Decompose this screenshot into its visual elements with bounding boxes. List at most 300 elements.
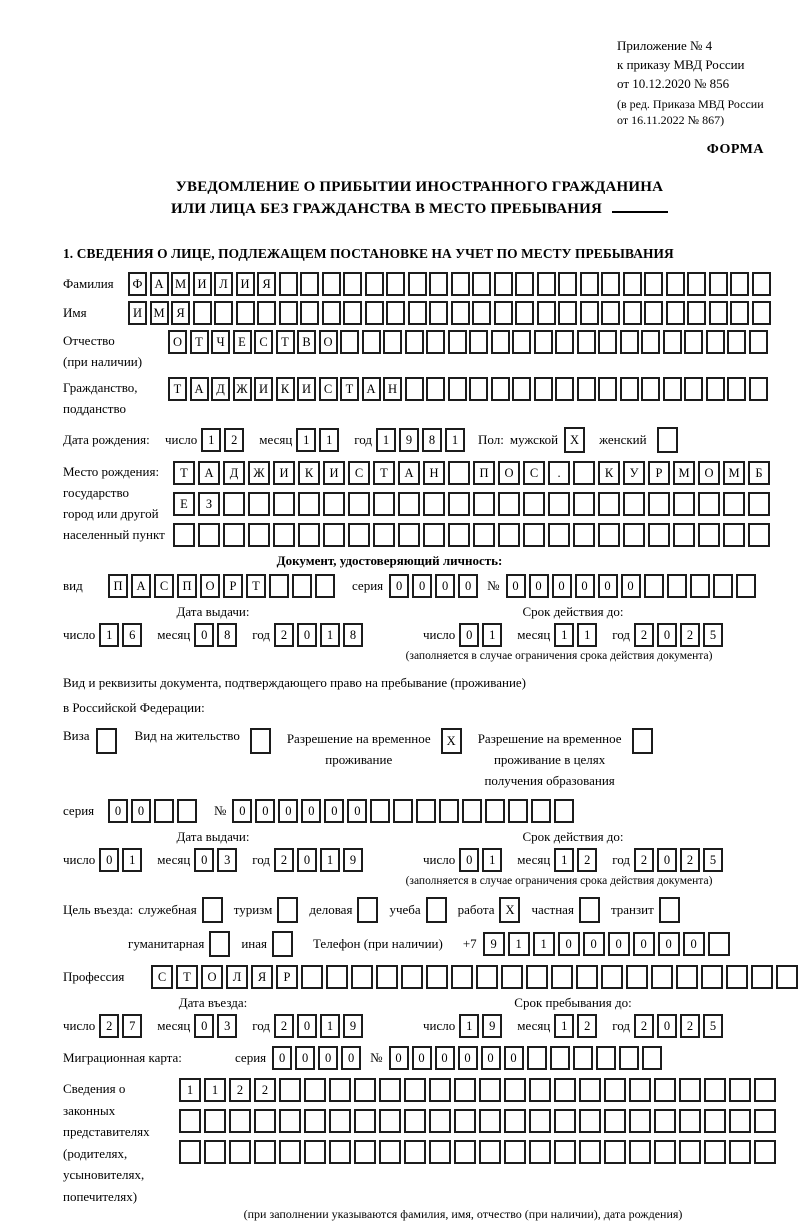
residence-doc-options	[63, 728, 776, 791]
entry-date-heading: Дата въезда:	[178, 995, 248, 1010]
char-box: 1	[320, 623, 340, 647]
char-box	[370, 799, 390, 823]
char-box: 0	[435, 1046, 455, 1070]
char-box	[416, 799, 436, 823]
phone-boxes	[483, 932, 733, 956]
char-box	[690, 574, 710, 598]
char-box: С	[254, 330, 273, 354]
sex-female-label: женский	[599, 432, 647, 447]
char-box: 0	[504, 1046, 524, 1070]
day-label: число	[423, 1018, 456, 1033]
year-label: год	[612, 627, 631, 642]
firstname-label: Имя	[63, 305, 87, 320]
char-box: 3	[217, 848, 237, 872]
char-box	[709, 272, 728, 296]
char-box	[623, 272, 642, 296]
char-box	[426, 377, 445, 401]
permit-issue-date	[63, 848, 403, 872]
char-box: 0	[598, 574, 618, 598]
char-box: 9	[483, 932, 505, 956]
char-box	[405, 377, 424, 401]
char-box	[512, 377, 531, 401]
firstname-boxes	[128, 301, 773, 325]
appendix-edition-line: (в ред. Приказа МВД России	[617, 97, 764, 111]
identity-doc-dates	[63, 604, 776, 647]
char-box: 0	[481, 1046, 501, 1070]
char-box	[279, 1109, 301, 1133]
char-box: 0	[506, 574, 526, 598]
form-title	[63, 176, 776, 220]
char-box	[508, 799, 528, 823]
purpose-transit-checkbox	[659, 897, 680, 923]
char-box	[657, 427, 678, 453]
doc-valid-col	[423, 604, 726, 647]
char-box	[408, 272, 427, 296]
char-box	[748, 492, 770, 516]
char-box: Т	[168, 377, 187, 401]
char-box: 0	[412, 574, 432, 598]
char-box: Н	[423, 461, 445, 485]
char-box	[579, 1140, 601, 1164]
char-box	[454, 1078, 476, 1102]
char-box	[555, 377, 574, 401]
char-box	[534, 377, 553, 401]
char-box	[257, 301, 276, 325]
char-box	[448, 492, 470, 516]
migration-number-boxes	[389, 1046, 665, 1070]
char-box	[448, 377, 467, 401]
char-box	[598, 492, 620, 516]
identity-doc-heading: Документ, удостоверяющий личность:	[276, 553, 503, 568]
char-box: Т	[373, 461, 395, 485]
char-box	[754, 1140, 776, 1164]
char-box: 8	[343, 623, 363, 647]
char-box: 1	[554, 1014, 574, 1038]
char-box: 0	[194, 1014, 214, 1038]
char-box	[573, 523, 595, 547]
purpose-work-label: работа	[457, 902, 495, 917]
forma-label: ФОРМА	[706, 142, 764, 157]
char-box	[730, 272, 749, 296]
char-box	[648, 492, 670, 516]
month-label: месяц	[517, 627, 551, 642]
doc-issue-date	[63, 623, 403, 647]
char-box	[198, 523, 220, 547]
char-box: Л	[214, 272, 233, 296]
char-box	[596, 1046, 616, 1070]
char-box	[641, 330, 660, 354]
char-box	[448, 461, 470, 485]
entry-year-boxes	[274, 1014, 366, 1038]
char-box	[354, 1078, 376, 1102]
char-box	[472, 272, 491, 296]
purpose-official-checkbox	[202, 897, 223, 923]
char-box: 0	[658, 932, 680, 956]
char-box	[554, 799, 574, 823]
char-box: 0	[232, 799, 252, 823]
char-box	[748, 523, 770, 547]
char-box	[379, 1109, 401, 1133]
char-box	[405, 330, 424, 354]
doc-issue-heading: Дата выдачи:	[176, 604, 250, 619]
birthdate-month-boxes	[296, 428, 342, 452]
char-box	[451, 301, 470, 325]
char-box: X	[499, 897, 520, 923]
char-box	[423, 492, 445, 516]
permit-valid-day-boxes	[459, 848, 505, 872]
citizenship-label-line2: подданство	[63, 401, 127, 416]
char-box	[451, 272, 470, 296]
char-box: 2	[680, 848, 700, 872]
char-box	[386, 301, 405, 325]
char-box: 5	[703, 1014, 723, 1038]
char-box: Л	[226, 965, 248, 989]
char-box	[236, 301, 255, 325]
char-box	[632, 728, 653, 754]
char-box	[706, 377, 725, 401]
char-box	[179, 1109, 201, 1133]
char-box: Т	[246, 574, 266, 598]
purpose-business-checkbox	[357, 897, 378, 923]
char-box: О	[168, 330, 187, 354]
char-box	[348, 492, 370, 516]
profession-boxes	[151, 965, 800, 989]
char-box: Ч	[211, 330, 230, 354]
char-box	[429, 1078, 451, 1102]
title-underline	[612, 211, 668, 213]
char-box: Я	[171, 301, 190, 325]
char-box	[401, 965, 423, 989]
birthplace-label-line3: город или другой	[63, 506, 159, 521]
permit-issue-year-boxes	[274, 848, 366, 872]
char-box: 0	[657, 623, 677, 647]
birthplace-row2-boxes	[173, 492, 773, 516]
migration-card-label: Миграционная карта:	[63, 1050, 182, 1065]
char-box: 0	[99, 848, 119, 872]
char-box	[351, 965, 373, 989]
char-box: Д	[223, 461, 245, 485]
char-box	[684, 377, 703, 401]
edu-residence-checkbox	[632, 728, 653, 754]
char-box	[365, 301, 384, 325]
char-box	[323, 492, 345, 516]
char-box	[529, 1078, 551, 1102]
char-box	[654, 1078, 676, 1102]
phone-prefix: +7	[462, 936, 477, 951]
char-box	[214, 301, 233, 325]
char-box	[173, 523, 195, 547]
surname-boxes	[128, 272, 773, 296]
char-box: 0	[657, 848, 677, 872]
char-box: 5	[703, 623, 723, 647]
day-label: число	[63, 1018, 96, 1033]
char-box	[554, 1078, 576, 1102]
char-box	[749, 330, 768, 354]
char-box: 9	[482, 1014, 502, 1038]
birthplace-label-line1: Место рождения:	[63, 464, 160, 479]
char-box: 0	[608, 932, 630, 956]
char-box	[491, 330, 510, 354]
purpose-transit-label: транзит	[610, 902, 654, 917]
appendix-line: к приказу МВД России	[617, 57, 745, 72]
char-box: К	[598, 461, 620, 485]
char-box	[304, 1109, 326, 1133]
char-box	[379, 1140, 401, 1164]
char-box: С	[523, 461, 545, 485]
visit-purpose-label: Цель въезда:	[63, 902, 134, 917]
char-box	[736, 574, 756, 598]
char-box	[577, 377, 596, 401]
char-box: 6	[122, 623, 142, 647]
char-box	[504, 1140, 526, 1164]
char-box: 0	[552, 574, 572, 598]
char-box	[679, 1140, 701, 1164]
patronymic-label	[63, 330, 168, 372]
char-box	[573, 461, 595, 485]
char-box	[272, 931, 293, 957]
series-label: серия	[63, 803, 95, 818]
residence-doc-intro	[63, 670, 776, 720]
surname-row	[63, 272, 776, 296]
char-box	[322, 301, 341, 325]
appendix-edition	[617, 96, 776, 128]
char-box	[177, 799, 197, 823]
day-label: число	[165, 432, 198, 447]
char-box: И	[323, 461, 345, 485]
char-box: 0	[131, 799, 151, 823]
patronymic-label-line1: Отчество	[63, 333, 115, 348]
representatives-note: (при заполнении указываются фамилия, имя, отчество (при наличии), дата рождения)	[243, 1207, 683, 1221]
char-box: 1	[577, 623, 597, 647]
char-box: А	[190, 377, 209, 401]
char-box	[598, 377, 617, 401]
visit-purpose-row	[63, 897, 776, 923]
char-box	[642, 1046, 662, 1070]
char-box	[727, 330, 746, 354]
char-box	[223, 492, 245, 516]
char-box	[408, 301, 427, 325]
char-box: А	[131, 574, 151, 598]
char-box: А	[150, 272, 169, 296]
representatives-label	[63, 1078, 179, 1207]
char-box	[601, 965, 623, 989]
char-box	[454, 1140, 476, 1164]
permit-serial-row	[63, 799, 776, 823]
char-box: 1	[482, 623, 502, 647]
representatives-row1-boxes	[179, 1078, 779, 1102]
char-box	[279, 1140, 301, 1164]
temp-residence-checkbox	[441, 728, 462, 754]
char-box: И	[236, 272, 255, 296]
char-box: 0	[347, 799, 367, 823]
char-box	[469, 377, 488, 401]
char-box	[279, 1078, 301, 1102]
char-box	[754, 1078, 776, 1102]
permit-issue-month-boxes	[194, 848, 240, 872]
char-box: 2	[680, 1014, 700, 1038]
char-box: Я	[251, 965, 273, 989]
char-box: А	[398, 461, 420, 485]
char-box	[473, 523, 495, 547]
stay-month-boxes	[554, 1014, 600, 1038]
char-box: И	[128, 301, 147, 325]
char-box	[663, 377, 682, 401]
char-box: Т	[276, 330, 295, 354]
char-box	[548, 492, 570, 516]
permit-number-boxes	[232, 799, 577, 823]
char-box: X	[564, 427, 585, 453]
char-box	[644, 574, 664, 598]
char-box	[300, 301, 319, 325]
stay-until-date	[423, 1014, 726, 1038]
purpose-business-label: деловая	[309, 902, 353, 917]
char-box	[300, 272, 319, 296]
char-box	[526, 965, 548, 989]
day-label: число	[423, 627, 456, 642]
char-box	[537, 272, 556, 296]
char-box	[96, 728, 117, 754]
char-box	[555, 330, 574, 354]
char-box	[523, 523, 545, 547]
char-box	[673, 523, 695, 547]
birthplace-label-line2: государство	[63, 485, 129, 500]
entry-date	[63, 1014, 403, 1038]
char-box: 0	[683, 932, 705, 956]
identity-doc-row	[63, 574, 776, 598]
month-label: месяц	[259, 432, 293, 447]
char-box	[673, 492, 695, 516]
char-box: О	[201, 965, 223, 989]
migration-series-boxes	[272, 1046, 364, 1070]
char-box	[404, 1140, 426, 1164]
phone-label: Телефон (при наличии)	[312, 936, 443, 951]
char-box	[383, 330, 402, 354]
residence-doc-intro-line2: в Российской Федерации:	[63, 700, 205, 715]
representatives-label-line1: Сведения о	[63, 1081, 126, 1096]
char-box: 0	[458, 1046, 478, 1070]
char-box	[292, 574, 312, 598]
citizenship-boxes	[168, 377, 770, 401]
char-box	[329, 1078, 351, 1102]
char-box: С	[154, 574, 174, 598]
char-box: 0	[318, 1046, 338, 1070]
char-box: З	[198, 492, 220, 516]
char-box	[601, 301, 620, 325]
firstname-row	[63, 301, 776, 325]
char-box	[479, 1078, 501, 1102]
month-label: месяц	[517, 852, 551, 867]
month-label: месяц	[517, 1018, 551, 1033]
char-box	[651, 965, 673, 989]
char-box	[713, 574, 733, 598]
month-label: месяц	[157, 1018, 191, 1033]
char-box	[684, 330, 703, 354]
citizenship-label	[63, 377, 168, 419]
char-box: С	[151, 965, 173, 989]
char-box	[248, 523, 270, 547]
char-box: 0	[412, 1046, 432, 1070]
stay-day-boxes	[459, 1014, 505, 1038]
char-box	[687, 301, 706, 325]
char-box	[577, 330, 596, 354]
char-box	[273, 492, 295, 516]
purpose-tourism-checkbox	[277, 897, 298, 923]
char-box: М	[150, 301, 169, 325]
char-box	[644, 301, 663, 325]
char-box	[729, 1109, 751, 1133]
char-box: 0	[297, 623, 317, 647]
representatives-row2-boxes	[179, 1109, 779, 1133]
temp-residence-line1: Разрешение на временное	[286, 731, 431, 746]
char-box	[601, 272, 620, 296]
char-box: 7	[122, 1014, 142, 1038]
char-box: 3	[217, 1014, 237, 1038]
char-box: Б	[748, 461, 770, 485]
char-box	[439, 799, 459, 823]
char-box	[573, 492, 595, 516]
doc-issue-month-boxes	[194, 623, 240, 647]
char-box	[250, 728, 271, 754]
char-box	[723, 523, 745, 547]
doc-valid-note: (заполняется в случае ограничения срока действия документа)	[405, 650, 713, 662]
char-box	[476, 965, 498, 989]
birthplace-row3-boxes	[173, 523, 773, 547]
char-box	[623, 523, 645, 547]
char-box: 0	[575, 574, 595, 598]
char-box: И	[297, 377, 316, 401]
char-box	[752, 301, 771, 325]
char-box	[448, 330, 467, 354]
char-box	[254, 1140, 276, 1164]
day-label: число	[63, 852, 96, 867]
char-box	[229, 1140, 251, 1164]
char-box: Е	[173, 492, 195, 516]
char-box	[154, 799, 174, 823]
form-title-line2: ИЛИ ЛИЦА БЕЗ ГРАЖДАНСТВА В МЕСТО ПРЕБЫВАНИЯ	[171, 201, 602, 217]
representatives-block	[63, 1078, 776, 1207]
char-box: С	[319, 377, 338, 401]
char-box: X	[441, 728, 462, 754]
char-box	[579, 897, 600, 923]
char-box: Р	[276, 965, 298, 989]
birthdate-row	[63, 427, 776, 453]
char-box	[554, 1140, 576, 1164]
char-box	[429, 272, 448, 296]
char-box	[548, 523, 570, 547]
char-box: 9	[399, 428, 419, 452]
char-box	[340, 330, 359, 354]
purpose-work-checkbox	[499, 897, 520, 923]
patronymic-label-line2: (при наличии)	[63, 354, 143, 369]
char-box	[315, 574, 335, 598]
char-box: 8	[422, 428, 442, 452]
char-box: 1	[445, 428, 465, 452]
char-box: 2	[634, 623, 654, 647]
year-label: год	[612, 1018, 631, 1033]
purpose-other-label: иная	[241, 936, 267, 951]
char-box	[426, 965, 448, 989]
char-box: 0	[435, 574, 455, 598]
char-box	[204, 1140, 226, 1164]
citizenship-label-line1: Гражданство,	[63, 380, 138, 395]
char-box	[179, 1140, 201, 1164]
char-box	[451, 965, 473, 989]
day-label: число	[63, 627, 96, 642]
char-box	[376, 965, 398, 989]
char-box: 0	[389, 1046, 409, 1070]
char-box: У	[623, 461, 645, 485]
char-box	[776, 965, 798, 989]
